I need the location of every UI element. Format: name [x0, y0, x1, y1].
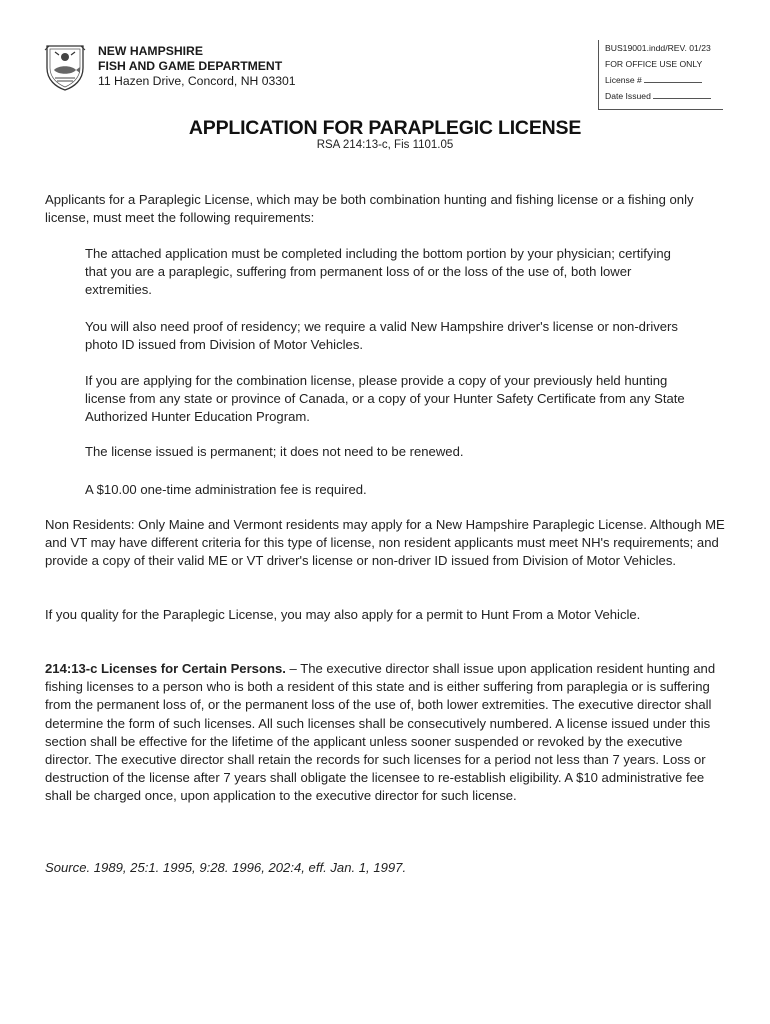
date-issued-blank[interactable]: [653, 90, 711, 99]
date-issued-label: Date Issued: [605, 91, 651, 101]
page-title: APPLICATION FOR PARAPLEGIC LICENSE: [188, 117, 582, 139]
agency-department: FISH AND GAME DEPARTMENT: [98, 59, 283, 73]
source-citation: Source. 1989, 25:1. 1995, 9:28. 1996, 202:4, eff. Jan. 1, 1997.: [45, 860, 407, 875]
page-subtitle: RSA 214:13-c, Fis 1101.05: [316, 139, 454, 151]
agency-header: [98, 44, 296, 89]
requirement-item: If you are applying for the combination license, please provide a copy of your previously held hunting license from any state or province of Canada, or a copy of your Hunter Safety Certificate from any State Authorized Hunter Education Program.: [85, 373, 685, 425]
requirement-item: You will also need proof of residency; we require a valid New Hampshire driver's license or non-drivers photo ID issued from Division of Motor Vehicles.: [85, 319, 678, 353]
office-use-heading: FOR OFFICE USE ONLY: [605, 59, 703, 69]
license-number-label: License #: [605, 75, 642, 85]
nh-fish-game-seal-icon: [43, 42, 87, 92]
requirement-item: A $10.00 one-time administration fee is required.: [85, 482, 367, 497]
date-issued-field[interactable]: [605, 88, 723, 104]
statute-heading: 214:13-c Licenses for Certain Persons.: [45, 661, 286, 676]
agency-state: NEW HAMPSHIRE: [98, 44, 203, 58]
license-number-field[interactable]: [605, 72, 723, 88]
form-id: BUS19001.indd/REV. 01/23: [605, 43, 711, 53]
agency-address: 11 Hazen Drive, Concord, NH 03301: [98, 74, 296, 88]
requirement-item: The license issued is permanent; it does not need to be renewed.: [85, 444, 464, 459]
requirement-item: The attached application must be completed including the bottom portion by your physician; certifying that you are a paraplegic, suffering from permanent loss of or the loss of the use of, both lower extremities.: [85, 246, 671, 298]
license-number-blank[interactable]: [644, 74, 702, 83]
non-residents-paragraph: Non Residents: Only Maine and Vermont residents may apply for a New Hampshire Paraplegic License. Although ME and VT may have different criteria for this type of license, non resident applicants must meet NH's requirements; and provide a copy of their valid ME or VT driver's license or non-driver ID issued from Division of Motor Vehicles.: [45, 517, 725, 569]
statute-text: – The executive director shall issue upon application resident hunting and fishing licenses to a person who is both a resident of this state and is either suffering from paraplegia or is suffering from the permanent loss of, or the permanent loss of the use of, both lower extremities. The executive director shall determine the form of such licenses. All such licenses shall be consecutively numbered. A license issued under this section shall be effective for the lifetime of the applicant unless sooner suspended or revoked by the executive director. The executive director shall retain the records for such licenses for a period not less than 7 years. Loss or destruction of the license after 7 years shall obligate the licensee to re-establish eligibility. A $10 administrative fee shall be charged once, upon application to the executive director for such license.: [45, 661, 716, 804]
intro-paragraph: Applicants for a Paraplegic License, which may be both combination hunting and fishing license or a fishing only license, must meet the following requirements:: [45, 192, 694, 226]
motor-vehicle-permit-note: If you quality for the Paraplegic License, you may also apply for a permit to Hunt From a Motor Vehicle.: [45, 607, 641, 622]
statute-paragraph: [45, 660, 725, 806]
office-use-box: [598, 40, 723, 110]
